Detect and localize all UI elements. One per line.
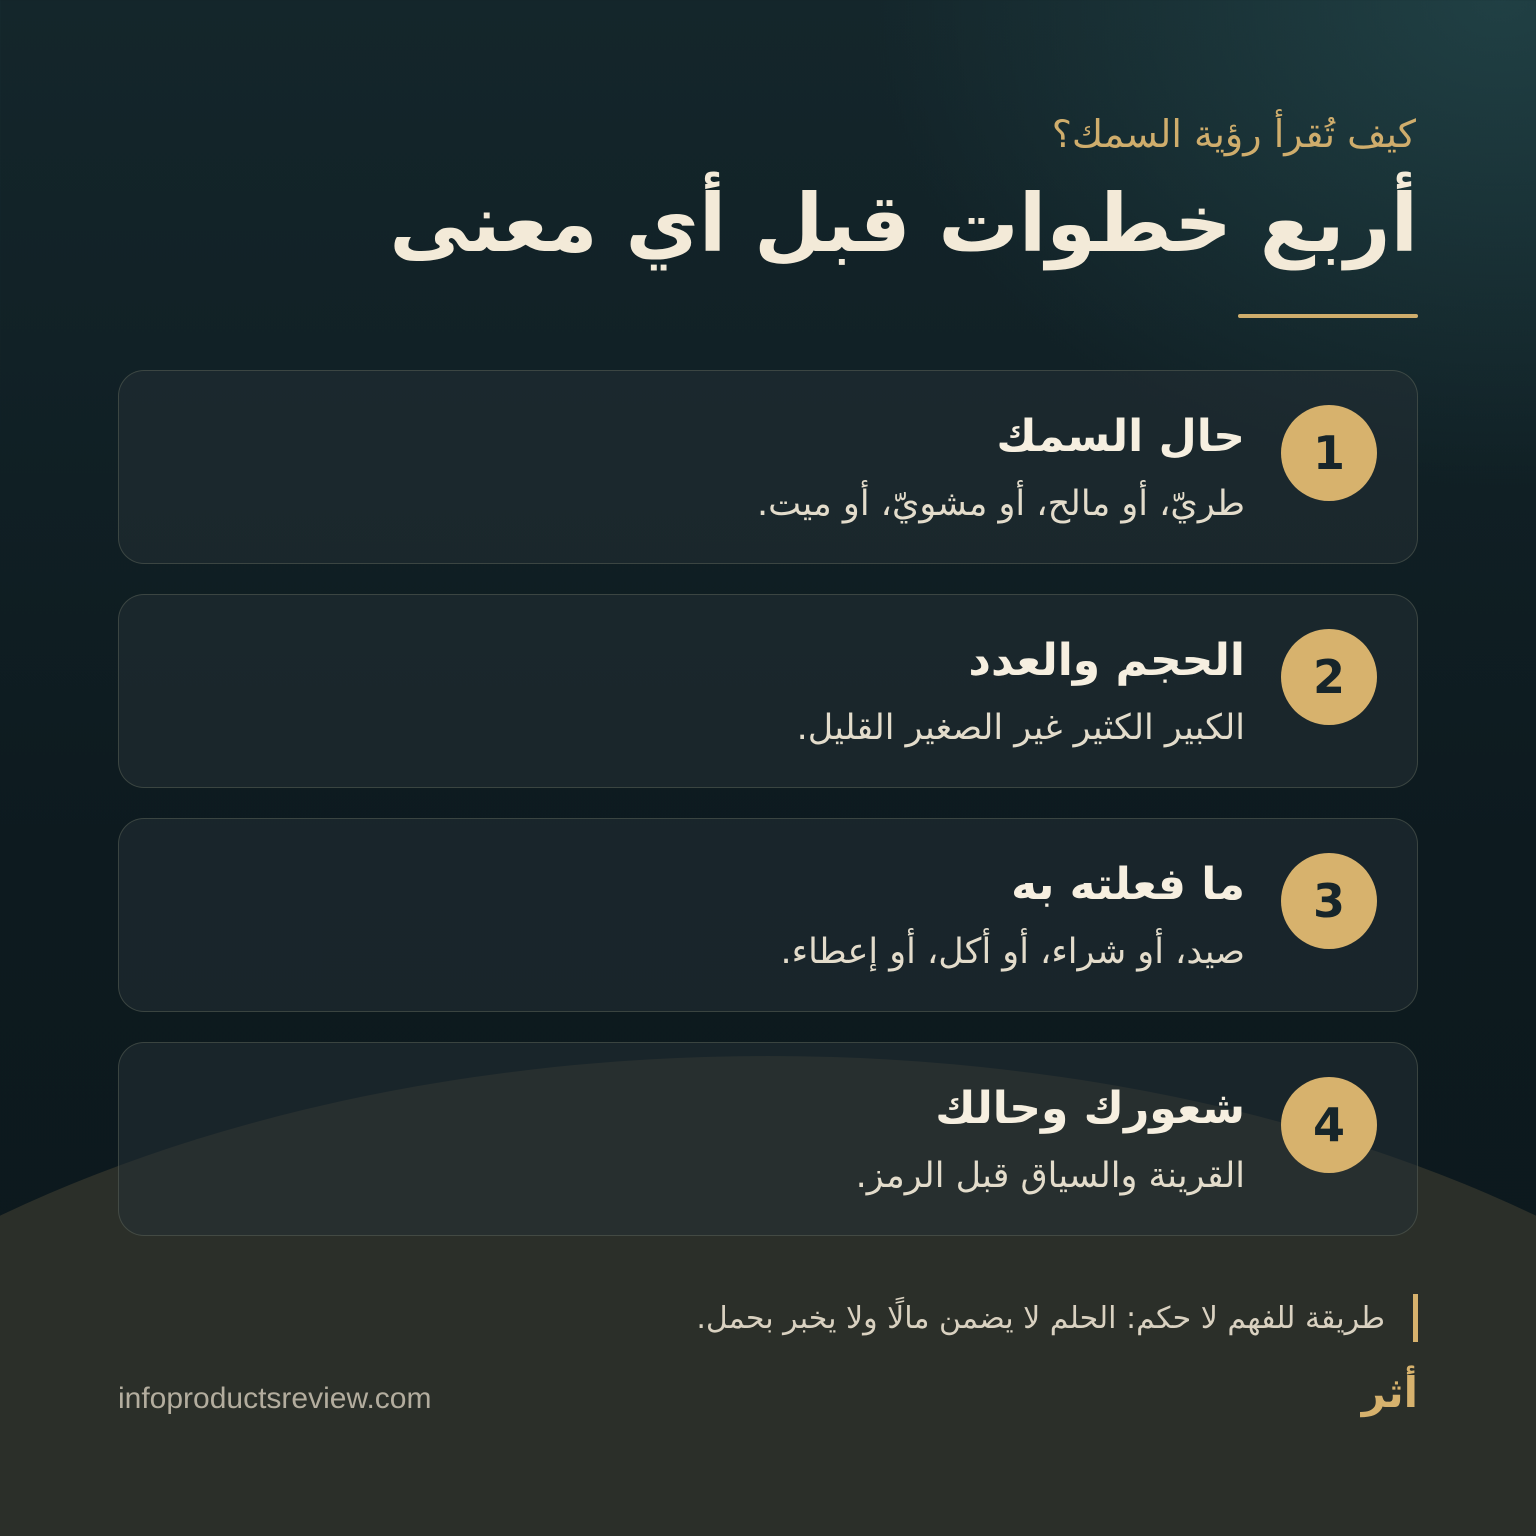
- step-description: الكبير الكثير غير الصغير القليل.: [796, 708, 1245, 748]
- step-heading: شعورك وحالك: [935, 1083, 1245, 1134]
- step-heading: حال السمك: [996, 411, 1245, 462]
- page-title: أربع خطوات قبل أي معنى: [389, 177, 1418, 270]
- step-card-4: [118, 1042, 1418, 1236]
- disclaimer-note: [696, 1294, 1418, 1342]
- title-underline: [1238, 314, 1418, 318]
- step-number-badge: 1: [1281, 405, 1377, 501]
- eyebrow-question: كيف تُقرأ رؤية السمك؟: [1051, 112, 1416, 156]
- step-heading: الحجم والعدد: [968, 635, 1245, 686]
- step-number-badge: 2: [1281, 629, 1377, 725]
- step-card-2: [118, 594, 1418, 788]
- step-card-1: [118, 370, 1418, 564]
- disclaimer-text: طريقة للفهم لا حكم: الحلم لا يضمن مالًا ولا يخبر بحمل.: [696, 1300, 1385, 1336]
- step-description: طريّ، أو مالح، أو مشويّ، أو ميت.: [756, 484, 1245, 524]
- step-card-3: [118, 818, 1418, 1012]
- step-description: القرينة والسياق قبل الرمز.: [855, 1156, 1245, 1196]
- step-heading: ما فعلته به: [1011, 859, 1245, 910]
- step-number-badge: 3: [1281, 853, 1377, 949]
- step-description: صيد، أو شراء، أو أكل، أو إعطاء.: [780, 932, 1245, 972]
- step-number-badge: 4: [1281, 1077, 1377, 1173]
- footer-domain: infoproductsreview.com: [118, 1382, 432, 1415]
- brand-logo: أثر: [1361, 1368, 1418, 1417]
